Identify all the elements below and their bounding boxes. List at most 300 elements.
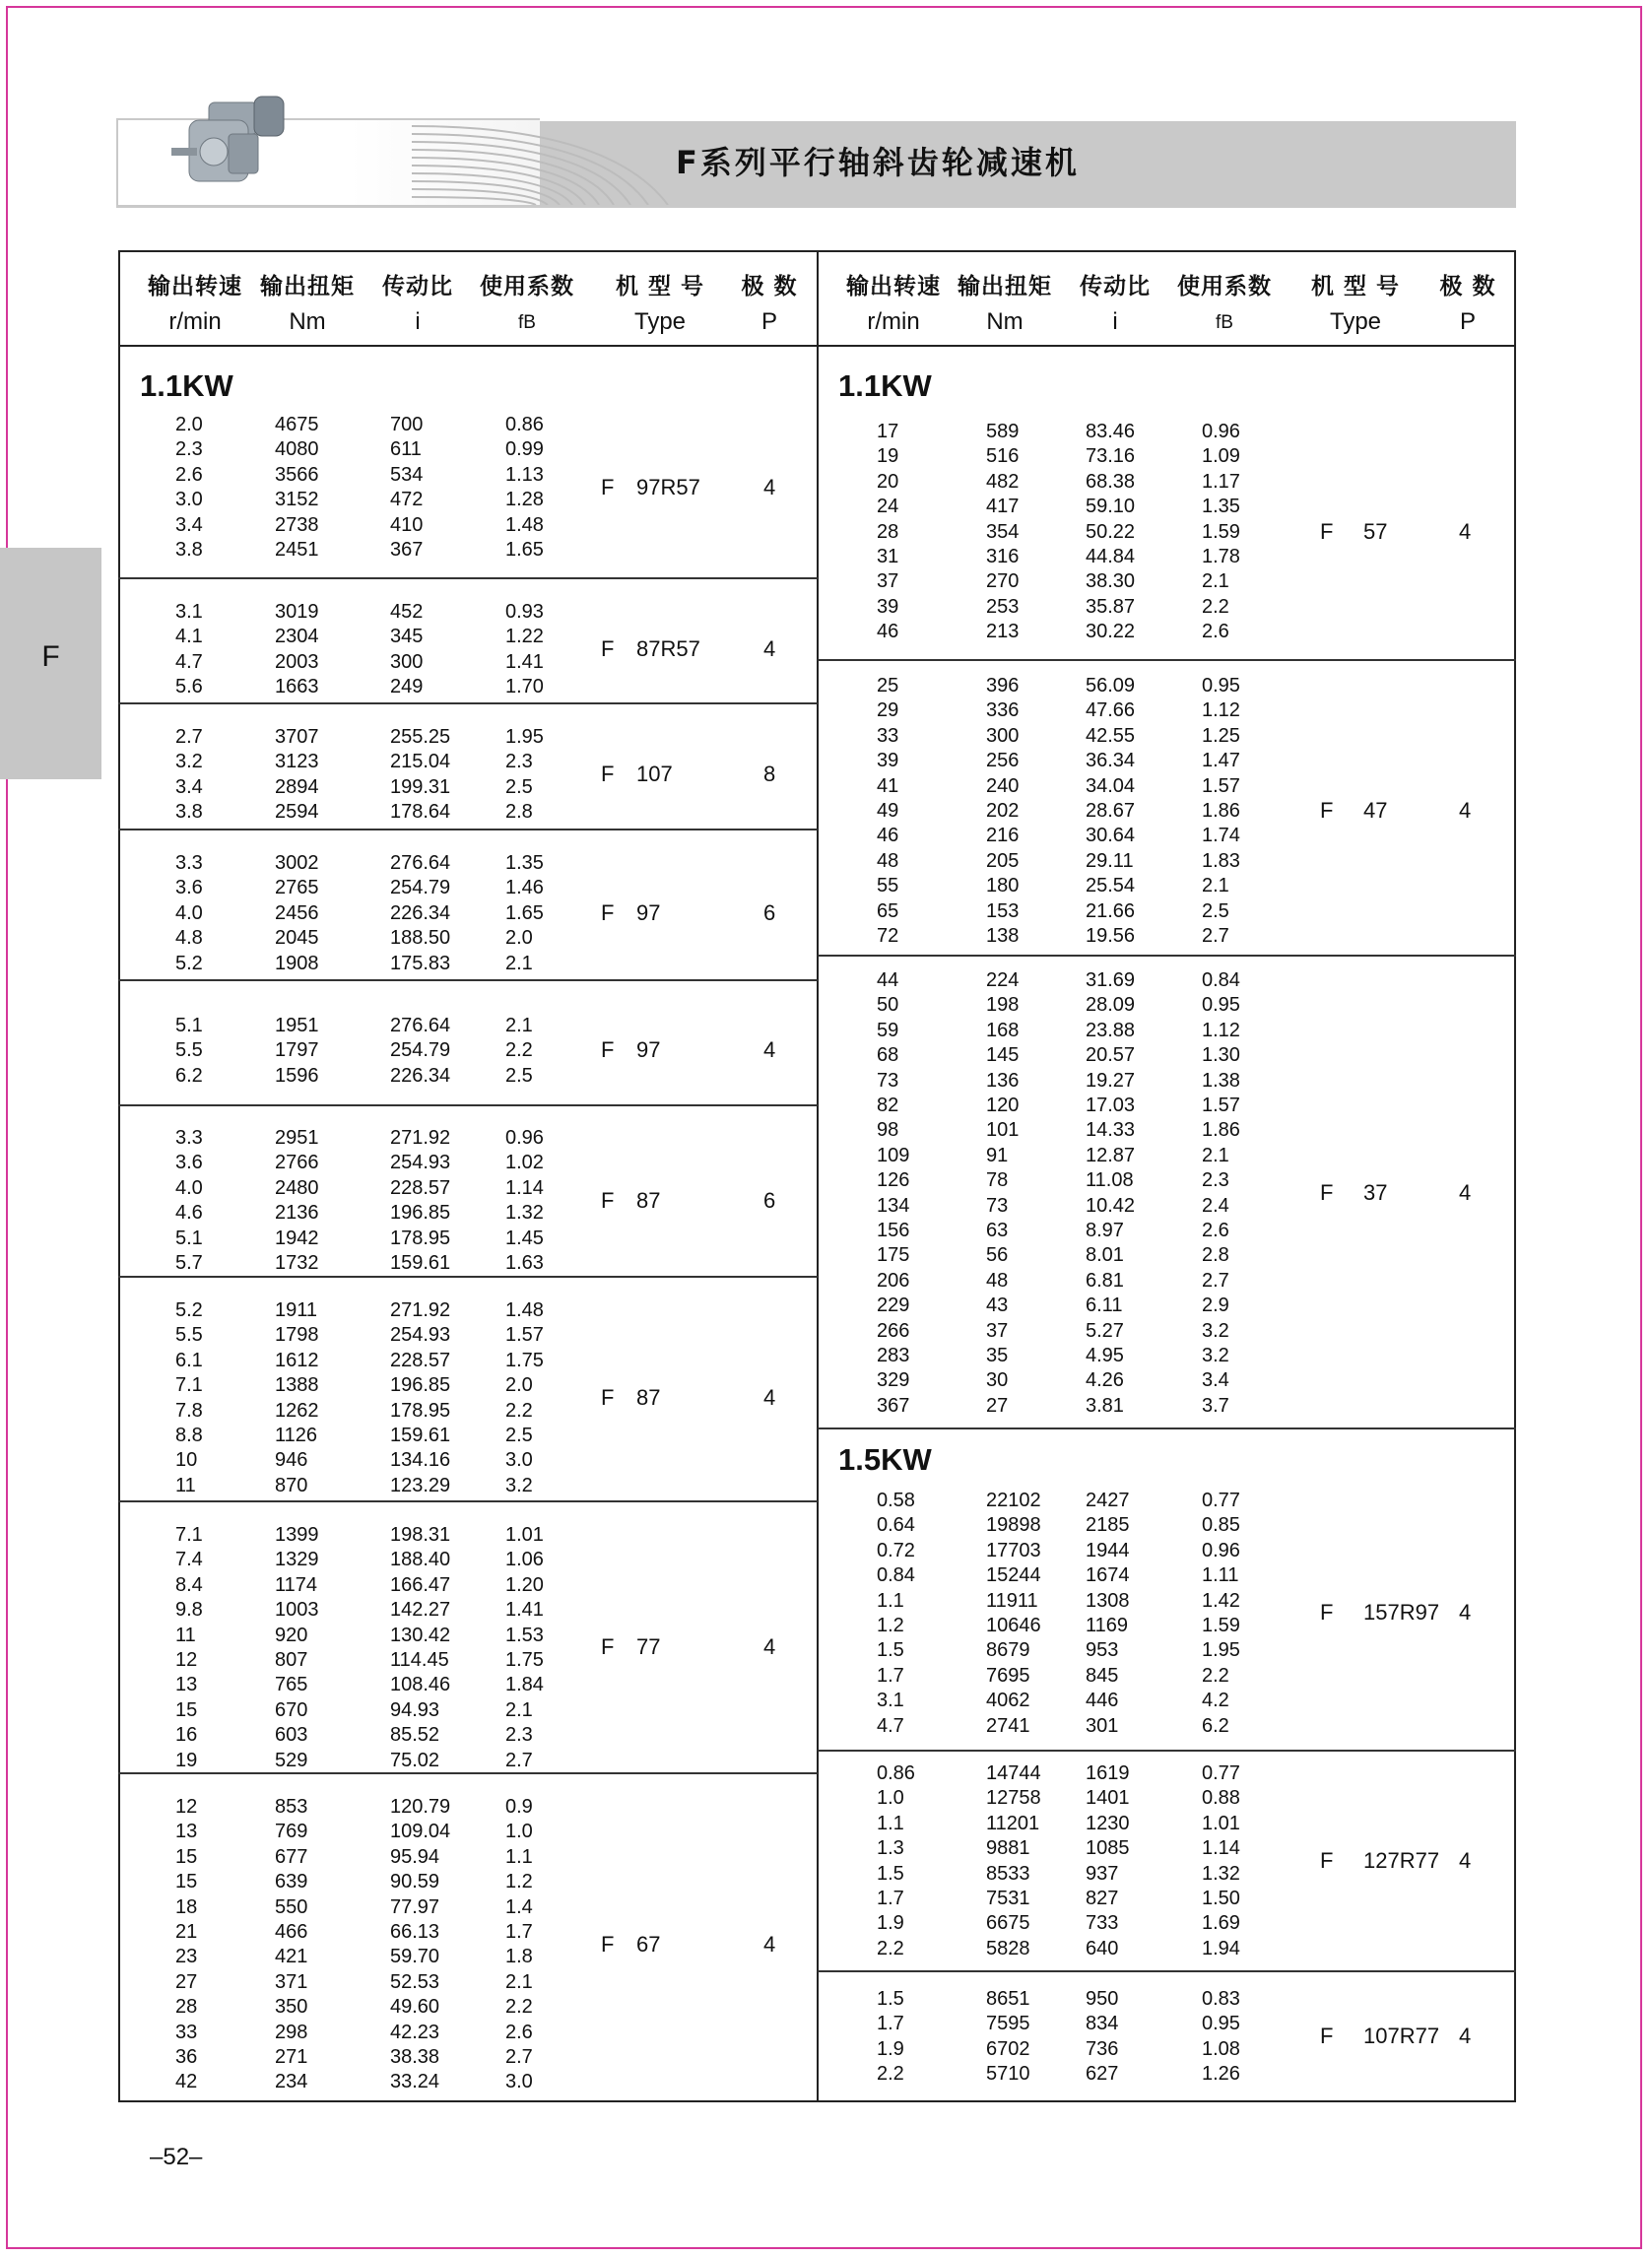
table-cell: 2.2	[1202, 1664, 1229, 1687]
table-cell: 94.93	[390, 1698, 440, 1721]
table-cell: 36.34	[1086, 750, 1136, 772]
table-cell: 2.3	[505, 1724, 533, 1747]
table-cell: 59	[877, 1019, 899, 1041]
table-cell: 254.79	[390, 877, 451, 899]
table-cell: 35	[986, 1345, 1009, 1366]
table-cell: 2.0	[175, 414, 203, 435]
table-cell: 5.1	[175, 1015, 203, 1036]
table-cell: 7595	[986, 2013, 1030, 2035]
group-separator	[118, 1772, 818, 1774]
table-cell: 2.0	[505, 927, 533, 950]
table-cell: 3.4	[175, 513, 203, 536]
table-cell: 2.1	[505, 1698, 533, 1721]
table-cell: 2.1	[505, 952, 533, 974]
table-cell: 1.9	[877, 1912, 904, 1935]
table-cell: 2.2	[505, 1039, 533, 1062]
table-cell: 1798	[275, 1324, 319, 1347]
table-cell: 953	[1086, 1639, 1119, 1662]
table-cell: 1.45	[505, 1227, 544, 1249]
table-cell: 33	[175, 2021, 198, 2043]
table-cell: 5828	[986, 1937, 1030, 1959]
table-cell: 1.41	[505, 1599, 544, 1622]
table-cell: 8533	[986, 1862, 1030, 1885]
type-prefix: F	[1320, 1179, 1334, 1205]
type-model: 127R77	[1363, 1847, 1440, 1873]
table-cell: 256	[986, 750, 1020, 772]
table-cell: 178.95	[390, 1227, 451, 1249]
type-model: 67	[636, 1931, 661, 1957]
table-cell: 1.70	[505, 676, 544, 698]
table-cell: 1.47	[1202, 750, 1240, 772]
table-cell: 2.8	[505, 801, 533, 824]
table-cell: 33.24	[390, 2071, 440, 2093]
table-cell: 199.31	[390, 775, 451, 798]
table-cell: 2.5	[505, 775, 533, 798]
table-cell: 10646	[986, 1615, 1041, 1636]
table-cell: 120	[986, 1095, 1020, 1116]
table-cell: 1.01	[1202, 1812, 1240, 1834]
table-cell: 452	[390, 601, 424, 623]
table-cell: 2594	[275, 801, 319, 824]
table-cell: 23	[175, 1946, 198, 1968]
table-cell: 1.35	[1202, 496, 1240, 518]
table-cell: 6.2	[1202, 1714, 1229, 1737]
table-cell: 6.81	[1086, 1269, 1124, 1292]
table-cell: 63	[986, 1220, 1009, 1241]
table-cell: 8.4	[175, 1573, 203, 1596]
poles-value: 4	[763, 1384, 776, 1410]
table-cell: 639	[275, 1871, 308, 1893]
table-cell: 2.6	[1202, 1220, 1229, 1241]
table-cell: 1169	[1086, 1615, 1129, 1636]
table-cell: 589	[986, 421, 1020, 442]
type-model: 157R97	[1363, 1600, 1440, 1626]
table-cell: 215.04	[390, 751, 451, 773]
table-cell: 1.7	[505, 1921, 533, 1943]
table-cell: 180	[986, 875, 1020, 897]
table-cell: 2480	[275, 1176, 319, 1199]
table-cell: 85.52	[390, 1724, 440, 1747]
poles-value: 6	[763, 899, 776, 925]
table-cell: 266	[877, 1319, 910, 1342]
table-cell: 206	[877, 1269, 910, 1292]
table-cell: 19	[175, 1749, 198, 1771]
table-cell: 1.2	[505, 1871, 533, 1893]
table-cell: 4.8	[175, 927, 203, 950]
table-cell: 52.53	[390, 1970, 440, 1993]
table-cell: 1.26	[1202, 2063, 1240, 2086]
poles-value: 4	[763, 1634, 776, 1660]
table-cell: 316	[986, 546, 1020, 567]
table-cell: 226.34	[390, 901, 451, 924]
table-cell: 2741	[986, 1714, 1030, 1737]
group-separator	[818, 659, 1516, 661]
type-model: 87	[636, 1187, 661, 1213]
table-cell: 19.56	[1086, 925, 1136, 947]
table-cell: 1.53	[505, 1624, 544, 1646]
table-cell: 253	[986, 595, 1020, 618]
table-cell: 5.5	[175, 1324, 203, 1347]
table-cell: 77.97	[390, 1895, 440, 1918]
table-cell: 1674	[1086, 1564, 1130, 1587]
header-speed-unit-right: r/min	[867, 308, 920, 335]
table-cell: 1.2	[877, 1615, 904, 1636]
table-cell: 2.1	[1202, 875, 1229, 897]
header-ratio-unit: i	[415, 308, 421, 335]
table-cell: 0.95	[1202, 994, 1240, 1017]
table-cell: 3.8	[175, 539, 203, 561]
table-cell: 1085	[1086, 1837, 1130, 1860]
table-cell: 9.8	[175, 1599, 203, 1622]
table-cell: 1.95	[1202, 1639, 1240, 1662]
table-cell: 1.1	[505, 1845, 533, 1868]
table-cell: 2.2	[877, 2063, 904, 2086]
table-cell: 1.1	[877, 1812, 904, 1834]
table-cell: 13	[175, 1821, 198, 1843]
table-cell: 0.72	[877, 1539, 915, 1561]
poles-value: 4	[1459, 798, 1472, 823]
group-separator	[118, 577, 818, 579]
table-cell: 7531	[986, 1888, 1030, 1909]
table-cell: 175	[877, 1244, 910, 1267]
table-cell: 410	[390, 513, 424, 536]
table-cell: 1.0	[505, 1821, 533, 1843]
table-cell: 421	[275, 1946, 308, 1968]
table-cell: 19	[877, 445, 899, 468]
table-cell: 10	[175, 1449, 198, 1472]
table-cell: 1.0	[877, 1787, 904, 1810]
table-cell: 228.57	[390, 1349, 451, 1371]
table-cell: 22102	[986, 1490, 1041, 1511]
table-cell: 8.01	[1086, 1244, 1124, 1267]
table-cell: 845	[1086, 1664, 1119, 1687]
table-cell: 1388	[275, 1374, 319, 1397]
table-cell: 4.0	[175, 901, 203, 924]
table-cell: 65	[877, 899, 899, 922]
table-cell: 3.2	[1202, 1319, 1229, 1342]
type-model: 97	[636, 1037, 661, 1063]
table-cell: 83.46	[1086, 421, 1136, 442]
table-cell: 46	[877, 621, 899, 643]
table-cell: 1.08	[1202, 2037, 1240, 2060]
table-cell: 1732	[275, 1252, 319, 1274]
table-cell: 0.58	[877, 1490, 915, 1511]
table-cell: 870	[275, 1474, 308, 1496]
table-cell: 3002	[275, 852, 319, 874]
table-cell: 1.7	[877, 1888, 904, 1909]
table-cell: 640	[1086, 1937, 1119, 1959]
type-prefix: F	[601, 636, 615, 662]
header-type-unit-right: Type	[1329, 308, 1382, 335]
table-cell: 30.64	[1086, 825, 1136, 847]
table-cell: 159.61	[390, 1425, 451, 1446]
table-cell: 1.7	[877, 1664, 904, 1687]
table-cell: 271.92	[390, 1299, 451, 1321]
type-model: 97	[636, 899, 661, 925]
table-cell: 1619	[1086, 1762, 1130, 1784]
type-prefix: F	[601, 762, 615, 787]
table-cell: 765	[275, 1674, 308, 1696]
table-cell: 827	[1086, 1888, 1119, 1909]
table-cell: 249	[390, 676, 424, 698]
table-cell: 168	[986, 1019, 1020, 1041]
table-cell: 198.31	[390, 1524, 451, 1546]
table-cell: 8651	[986, 1988, 1030, 2010]
table-cell: 3123	[275, 751, 319, 773]
table-cell: 14744	[986, 1762, 1041, 1784]
table-cell: 0.83	[1202, 1988, 1240, 2010]
table-cell: 73.16	[1086, 445, 1136, 468]
table-cell: 2427	[1086, 1490, 1130, 1511]
header-service-factor-right: 使用系数	[1177, 274, 1272, 299]
table-cell: 120.79	[390, 1796, 451, 1818]
table-cell: 3.6	[175, 1152, 203, 1174]
table-cell: 2.5	[505, 1064, 533, 1087]
poles-value: 4	[763, 474, 776, 499]
table-cell: 3.0	[175, 489, 203, 511]
table-cell: 4675	[275, 414, 319, 435]
table-cell: 2.3	[505, 751, 533, 773]
table-cell: 1.12	[1202, 1019, 1240, 1041]
table-cell: 3.8	[175, 801, 203, 824]
table-cell: 2.3	[1202, 1169, 1229, 1192]
table-cell: 178.64	[390, 801, 451, 824]
table-cell: 38.38	[390, 2046, 440, 2068]
table-cell: 46	[877, 825, 899, 847]
table-cell: 1.38	[1202, 1069, 1240, 1092]
page-number: –52–	[150, 2144, 203, 2170]
header-torque-right: 输出扭矩	[958, 274, 1052, 299]
table-cell: 0.64	[877, 1514, 915, 1537]
table-cell: 1612	[275, 1349, 319, 1371]
power-heading: 1.1KW	[140, 368, 233, 403]
table-cell: 9881	[986, 1837, 1030, 1860]
table-cell: 3566	[275, 463, 319, 486]
table-cell: 276.64	[390, 1015, 451, 1036]
table-cell: 2.8	[1202, 1244, 1229, 1267]
group-separator	[118, 1276, 818, 1278]
table-cell: 1.65	[505, 901, 544, 924]
table-cell: 1.94	[1202, 1937, 1240, 1959]
table-cell: 44.84	[1086, 546, 1136, 567]
table-cell: 446	[1086, 1690, 1119, 1712]
table-cell: 0.88	[1202, 1787, 1240, 1810]
table-cell: 16	[175, 1724, 198, 1747]
table-cell: 11201	[986, 1812, 1040, 1834]
table-cell: 2.1	[1202, 1144, 1229, 1166]
table-cell: 156	[877, 1220, 910, 1241]
table-cell: 1908	[275, 952, 319, 974]
group-separator	[118, 1104, 818, 1106]
header-speed-right: 输出转速	[846, 274, 941, 299]
table-cell: 15244	[986, 1564, 1041, 1587]
table-cell: 1.09	[1202, 445, 1240, 468]
table-cell: 1.5	[877, 1862, 904, 1885]
type-prefix: F	[1320, 2024, 1334, 2049]
table-cell: 301	[1086, 1714, 1119, 1737]
table-cell: 3707	[275, 726, 319, 748]
table-cell: 25.54	[1086, 875, 1136, 897]
type-prefix: F	[1320, 798, 1334, 823]
table-cell: 2.6	[505, 2021, 533, 2043]
header-service-factor-unit: fB	[518, 312, 536, 333]
table-cell: 5710	[986, 2063, 1030, 2086]
table-cell: 2451	[275, 539, 319, 561]
table-cell: 3.1	[175, 601, 203, 623]
table-cell: 1.3	[877, 1837, 904, 1860]
table-cell: 3.1	[877, 1690, 904, 1712]
table-cell: 188.50	[390, 927, 451, 950]
table-cell: 1.46	[505, 877, 544, 899]
table-cell: 17.03	[1086, 1095, 1136, 1116]
table-cell: 20	[877, 470, 899, 493]
table-cell: 1.69	[1202, 1912, 1240, 1935]
table-cell: 516	[986, 445, 1020, 468]
type-model: 97R57	[636, 474, 700, 499]
table-cell: 4.2	[1202, 1690, 1229, 1712]
table-cell: 24	[877, 496, 899, 518]
table-cell: 2.7	[505, 1749, 533, 1771]
table-cell: 1.22	[505, 626, 544, 648]
table-cell: 472	[390, 489, 424, 511]
table-cell: 2.7	[1202, 1269, 1229, 1292]
type-prefix: F	[601, 1187, 615, 1213]
table-cell: 7.4	[175, 1549, 203, 1571]
table-cell: 98	[877, 1119, 899, 1142]
table-cell: 1262	[275, 1399, 319, 1422]
table-cell: 3.3	[175, 852, 203, 874]
table-cell: 37	[877, 570, 899, 593]
table-cell: 0.84	[877, 1564, 915, 1587]
table-cell: 5.5	[175, 1039, 203, 1062]
type-prefix: F	[1320, 1847, 1334, 1873]
poles-value: 4	[763, 1037, 776, 1063]
table-cell: 39	[877, 750, 899, 772]
table-cell: 33	[877, 724, 899, 747]
table-cell: 2.6	[175, 463, 203, 486]
table-cell: 2.5	[505, 1425, 533, 1446]
table-cell: 4.0	[175, 1176, 203, 1199]
header-poles-unit-right: P	[1459, 308, 1476, 335]
table-cell: 3.0	[505, 1449, 533, 1472]
table-cell: 56.09	[1086, 675, 1136, 697]
table-cell: 3.2	[1202, 1345, 1229, 1366]
table-cell: 736	[1086, 2037, 1119, 2060]
table-cell: 21	[175, 1921, 198, 1943]
type-prefix: F	[601, 1037, 615, 1063]
table-cell: 42	[175, 2071, 198, 2093]
table-cell: 937	[1086, 1862, 1119, 1885]
table-cell: 3.6	[175, 877, 203, 899]
table-cell: 2.7	[1202, 925, 1229, 947]
table-cell: 216	[986, 825, 1020, 847]
table-cell: 25	[877, 675, 899, 697]
table-cell: 48	[986, 1269, 1009, 1292]
table-cell: 123.29	[390, 1474, 451, 1496]
table-cell: 1.63	[505, 1252, 544, 1274]
table-cell: 2738	[275, 513, 319, 536]
table-cell: 15	[175, 1845, 198, 1868]
table-cell: 29	[877, 699, 899, 722]
table-cell: 7.1	[175, 1524, 203, 1546]
table-cell: 0.77	[1202, 1762, 1240, 1784]
type-model: 107R77	[1363, 2024, 1440, 2049]
table-cell: 1.14	[1202, 1837, 1240, 1860]
table-cell: 126	[877, 1169, 910, 1192]
table-cell: 417	[986, 496, 1020, 518]
table-cell: 229	[877, 1294, 910, 1317]
table-cell: 43	[986, 1294, 1009, 1317]
table-cell: 255.25	[390, 726, 451, 748]
table-cell: 1.9	[877, 2037, 904, 2060]
table-cell: 27	[986, 1394, 1009, 1417]
table-cell: 6.1	[175, 1349, 203, 1371]
table-cell: 138	[986, 925, 1020, 947]
side-tab-label: F	[41, 640, 60, 673]
table-cell: 68	[877, 1044, 899, 1067]
table-cell: 109.04	[390, 1821, 451, 1843]
table-cell: 28.09	[1086, 994, 1136, 1017]
table-cell: 1.65	[505, 539, 544, 561]
table-cell: 0.86	[877, 1762, 915, 1784]
group-separator	[818, 1427, 1516, 1429]
table-cell: 12758	[986, 1787, 1041, 1810]
table-cell: 1596	[275, 1064, 319, 1087]
table-cell: 55	[877, 875, 899, 897]
table-cell: 134	[877, 1194, 910, 1217]
type-model: 77	[636, 1634, 661, 1660]
table-cell: 1942	[275, 1227, 319, 1249]
table-cell: 529	[275, 1749, 308, 1771]
table-cell: 254.79	[390, 1039, 451, 1062]
table-cell: 3.2	[505, 1474, 533, 1496]
header-service-factor: 使用系数	[480, 274, 574, 299]
type-model: 87R57	[636, 636, 700, 662]
table-cell: 1911	[275, 1299, 318, 1321]
poles-value: 8	[763, 762, 776, 787]
table-cell: 950	[1086, 1988, 1119, 2010]
type-prefix: F	[1320, 1600, 1334, 1626]
table-cell: 1.20	[505, 1573, 544, 1596]
table-cell: 1.57	[1202, 1095, 1240, 1116]
header-stripes	[412, 118, 688, 209]
table-cell: 14.33	[1086, 1119, 1136, 1142]
table-cell: 1.48	[505, 1299, 544, 1321]
table-cell: 11911	[986, 1589, 1038, 1612]
table-cell: 482	[986, 470, 1020, 493]
table-cell: 2.0	[505, 1374, 533, 1397]
table-cell: 1.7	[877, 2013, 904, 2035]
table-cell: 1.84	[505, 1674, 544, 1696]
table-cell: 36	[175, 2046, 198, 2068]
table-cell: 72	[877, 925, 899, 947]
table-cell: 1797	[275, 1039, 319, 1062]
table-cell: 3.4	[175, 775, 203, 798]
gearbox-product-image	[169, 91, 297, 194]
type-prefix: F	[601, 474, 615, 499]
table-cell: 198	[986, 994, 1020, 1017]
table-cell: 0.96	[1202, 1539, 1240, 1561]
type-model: 57	[1363, 518, 1388, 544]
table-cell: 34.04	[1086, 774, 1136, 797]
table-cell: 298	[275, 2021, 308, 2043]
table-cell: 11	[175, 1474, 196, 1496]
table-cell: 1.06	[505, 1549, 544, 1571]
table-cell: 300	[986, 724, 1020, 747]
table-cell: 345	[390, 626, 424, 648]
table-cell: 1.35	[505, 852, 544, 874]
table-cell: 1003	[275, 1599, 319, 1622]
